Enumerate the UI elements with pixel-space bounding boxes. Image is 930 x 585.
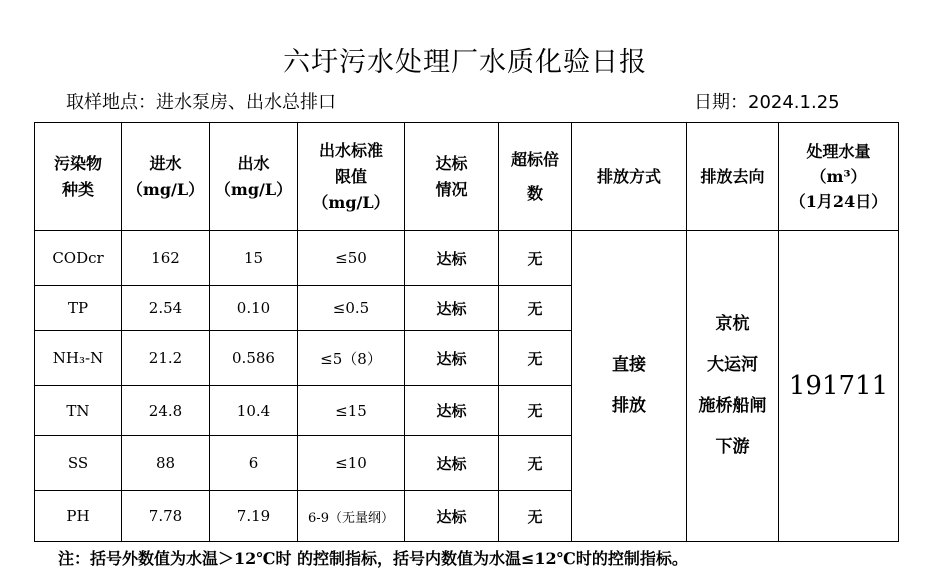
- exceed-cell: 无: [499, 331, 572, 386]
- header-limit: 出水标准 限值 （mg/L）: [298, 123, 405, 231]
- influent-cell: 162: [122, 231, 210, 286]
- effluent-cell: 7.19: [210, 491, 298, 542]
- header-volume: 处理水量 （m³） （1月24日）: [779, 123, 899, 231]
- limit-cell: ≤15: [298, 386, 405, 436]
- report-title: 六圩污水处理厂水质化验日报: [283, 47, 647, 78]
- volume-cell: 191711: [779, 231, 899, 542]
- limit-cell: ≤0.5: [298, 286, 405, 331]
- compliance-cell: 达标: [405, 231, 499, 286]
- header-influent: 进水 （mg/L）: [122, 123, 210, 231]
- header-discharge-destination: 排放去向: [687, 123, 779, 231]
- effluent-cell: 0.10: [210, 286, 298, 331]
- effluent-cell: 10.4: [210, 386, 298, 436]
- influent-cell: 88: [122, 436, 210, 491]
- report-date: 日期：2024.1.25: [694, 92, 840, 113]
- pollutant-cell: TN: [35, 386, 122, 436]
- exceed-cell: 无: [499, 231, 572, 286]
- discharge-destination-cell: 京杭 大运河 施桥船闸 下游: [687, 231, 779, 542]
- compliance-cell: 达标: [405, 286, 499, 331]
- effluent-cell: 15: [210, 231, 298, 286]
- pollutant-cell: TP: [35, 286, 122, 331]
- compliance-cell: 达标: [405, 436, 499, 491]
- exceed-cell: 无: [499, 491, 572, 542]
- table-row: [35, 231, 899, 286]
- water-quality-table: [34, 122, 899, 542]
- exceed-cell: 无: [499, 286, 572, 331]
- influent-cell: 21.2: [122, 331, 210, 386]
- footnote: 注：括号外数值为水温＞12℃时 的控制指标，括号内数值为水温≤12℃时的控制指标。: [58, 549, 688, 568]
- header-compliance: 达标 情况: [405, 123, 499, 231]
- pollutant-cell: SS: [35, 436, 122, 491]
- exceed-cell: 无: [499, 386, 572, 436]
- limit-cell: ≤50: [298, 231, 405, 286]
- sampling-location: 取样地点：进水泵房、出水总排口: [66, 92, 336, 113]
- discharge-method-cell: 直接 排放: [572, 231, 687, 542]
- effluent-cell: 0.586: [210, 331, 298, 386]
- limit-cell: ≤5（8）: [298, 331, 405, 386]
- compliance-cell: 达标: [405, 386, 499, 436]
- limit-cell: 6-9（无量纲）: [298, 491, 405, 542]
- header-effluent: 出水 （mg/L）: [210, 123, 298, 231]
- influent-cell: 24.8: [122, 386, 210, 436]
- pollutant-cell: NH₃-N: [35, 331, 122, 386]
- limit-cell: ≤10: [298, 436, 405, 491]
- table-header-row: [35, 123, 899, 231]
- influent-cell: 2.54: [122, 286, 210, 331]
- pollutant-cell: PH: [35, 491, 122, 542]
- influent-cell: 7.78: [122, 491, 210, 542]
- pollutant-cell: CODcr: [35, 231, 122, 286]
- compliance-cell: 达标: [405, 331, 499, 386]
- effluent-cell: 6: [210, 436, 298, 491]
- compliance-cell: 达标: [405, 491, 499, 542]
- header-pollutant: 污染物 种类: [35, 123, 122, 231]
- header-discharge-method: 排放方式: [572, 123, 687, 231]
- header-exceed: 超标倍 数: [499, 123, 572, 231]
- exceed-cell: 无: [499, 436, 572, 491]
